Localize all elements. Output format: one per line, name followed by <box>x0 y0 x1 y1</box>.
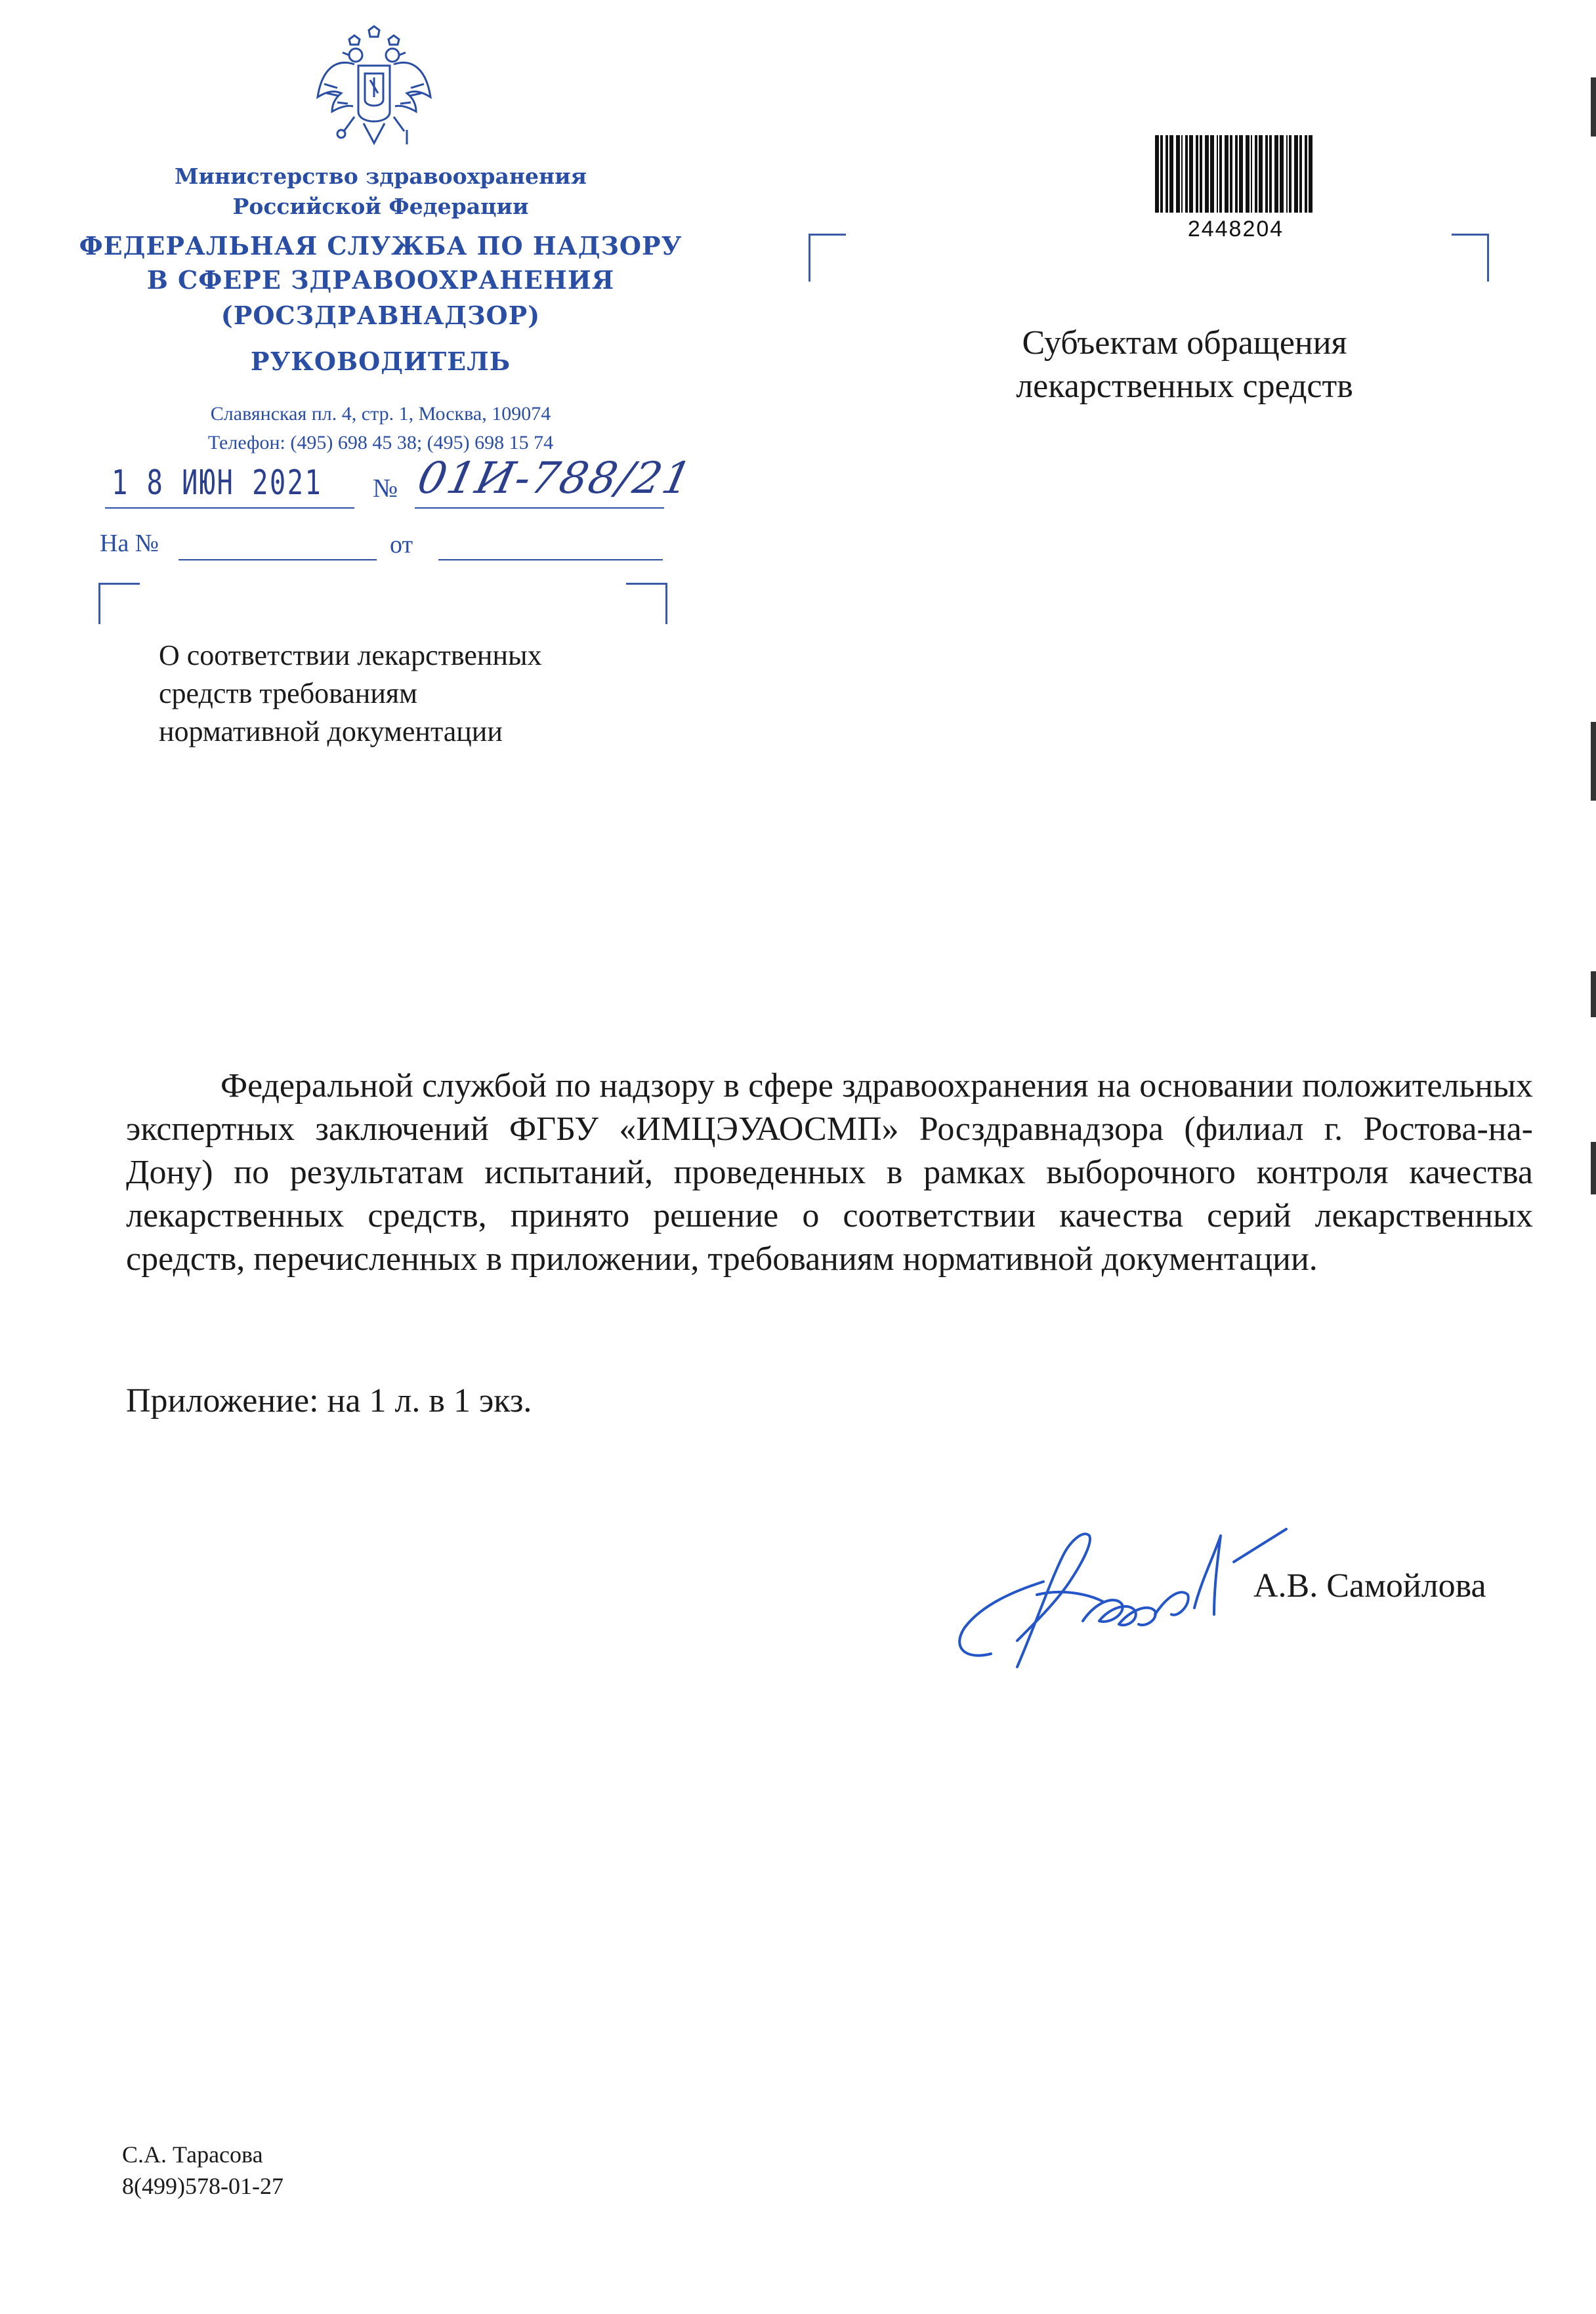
registration-number: 01И-788/21 <box>413 453 698 503</box>
subject-line2: средств требованиям <box>159 677 417 709</box>
signer-name: А.В. Самойлова <box>1253 1567 1486 1605</box>
barcode-bar <box>1185 135 1188 213</box>
barcode-bar <box>1289 135 1292 213</box>
service-name-line3: (РОСЗДРАВНАДЗОР) <box>220 301 541 330</box>
addressee-block <box>971 322 1398 408</box>
barcode-bar <box>1235 135 1238 213</box>
barcode-bar <box>1169 135 1173 213</box>
registration-date-stamp: 1 8 ИЮН 2021 <box>112 463 323 503</box>
position-title: РУКОВОДИТЕЛЬ <box>250 347 511 376</box>
addressee-line1: Субъектам обращения <box>1022 324 1347 362</box>
ministry-name-line1: Министерство здравоохранения <box>175 163 587 189</box>
barcode-bar <box>1286 135 1288 213</box>
barcode-bar <box>1299 135 1302 213</box>
addressee-line2: лекарственных средств <box>1016 368 1353 405</box>
subject-line1: О соответствии лекарственных <box>159 639 542 671</box>
barcode-bar <box>1196 135 1198 213</box>
barcode-bar <box>1309 135 1312 213</box>
barcode-bar <box>1239 135 1243 213</box>
scan-edge-mark <box>1591 971 1596 1017</box>
subject-bracket-left <box>98 583 140 624</box>
service-name-line1: ФЕДЕРАЛЬНАЯ СЛУЖБА ПО НАДЗОРУ <box>79 231 682 261</box>
subject-block <box>159 637 658 751</box>
address-line: Славянская пл. 4, стр. 1, Москва, 109074 <box>210 403 551 425</box>
scan-edge-mark <box>1591 722 1596 801</box>
number-sign: № <box>373 473 398 503</box>
barcode-bar <box>1280 135 1284 213</box>
barcode-bar <box>1269 135 1272 213</box>
barcode-icon <box>1154 135 1318 213</box>
barcode-bar <box>1217 135 1218 213</box>
from-date-line <box>438 559 663 560</box>
barcode-bar <box>1251 135 1252 213</box>
barcode-bar <box>1259 135 1263 213</box>
barcode-bar <box>1305 135 1307 213</box>
body-paragraph: Федеральной службой по надзору в сфере здравоохранения на основании положительных экспертных заключений ФГБУ «ИМЦЭУАОСМП» Росздравнадзора (филиал г. Ростова-на-Дону) по результатам испытаний, проведенных в рамках выборочного контроля качества лекарственных средств, принято решение о соответствии качества серий лекарственных средств, перечисленных в приложении, требованиям нормативной документации. <box>126 1067 1533 1278</box>
barcode-bar <box>1189 135 1193 213</box>
ministry-name-line2: Российской Федерации <box>232 194 529 219</box>
addressee-bracket-left <box>808 234 846 282</box>
barcode-bar <box>1200 135 1202 213</box>
addressee-bracket-right <box>1452 234 1489 282</box>
barcode-bar <box>1274 135 1278 213</box>
phone-line: Телефон: (495) 698 45 38; (495) 698 15 74 <box>207 432 554 453</box>
executor-name: С.А. Тарасова <box>122 2141 263 2168</box>
barcode-bar <box>1265 135 1268 213</box>
scan-edge-mark <box>1591 1142 1596 1194</box>
barcode-bar <box>1160 135 1163 213</box>
barcode-bar <box>1294 135 1298 213</box>
barcode-bar <box>1181 135 1183 213</box>
barcode-bar <box>1225 135 1228 213</box>
barcode-number: 2448204 <box>1187 217 1284 242</box>
reply-to-number-line <box>178 559 377 560</box>
barcode-bar <box>1219 135 1222 213</box>
subject-bracket-right <box>626 583 667 624</box>
barcode-bar <box>1176 135 1180 213</box>
barcode-bar <box>1230 135 1232 213</box>
executor-phone: 8(499)578-01-27 <box>122 2173 284 2199</box>
coat-of-arms-icon <box>308 25 440 156</box>
from-label: от <box>390 531 413 558</box>
barcode-bar <box>1166 135 1168 213</box>
subject-line3: нормативной документации <box>159 715 503 747</box>
appendix-note: Приложение: на 1 л. в 1 экз. <box>126 1382 532 1420</box>
number-underline <box>415 507 664 509</box>
barcode-bar <box>1255 135 1257 213</box>
reply-to-label: На № <box>100 530 159 557</box>
service-name-line2: В СФЕРЕ ЗДРАВООХРАНЕНИЯ <box>146 265 615 295</box>
scan-edge-mark <box>1591 77 1596 137</box>
barcode-bar <box>1155 135 1159 213</box>
date-underline <box>105 507 354 509</box>
barcode-bar <box>1246 135 1250 213</box>
barcode-bar <box>1210 135 1214 213</box>
barcode-bar <box>1205 135 1209 213</box>
